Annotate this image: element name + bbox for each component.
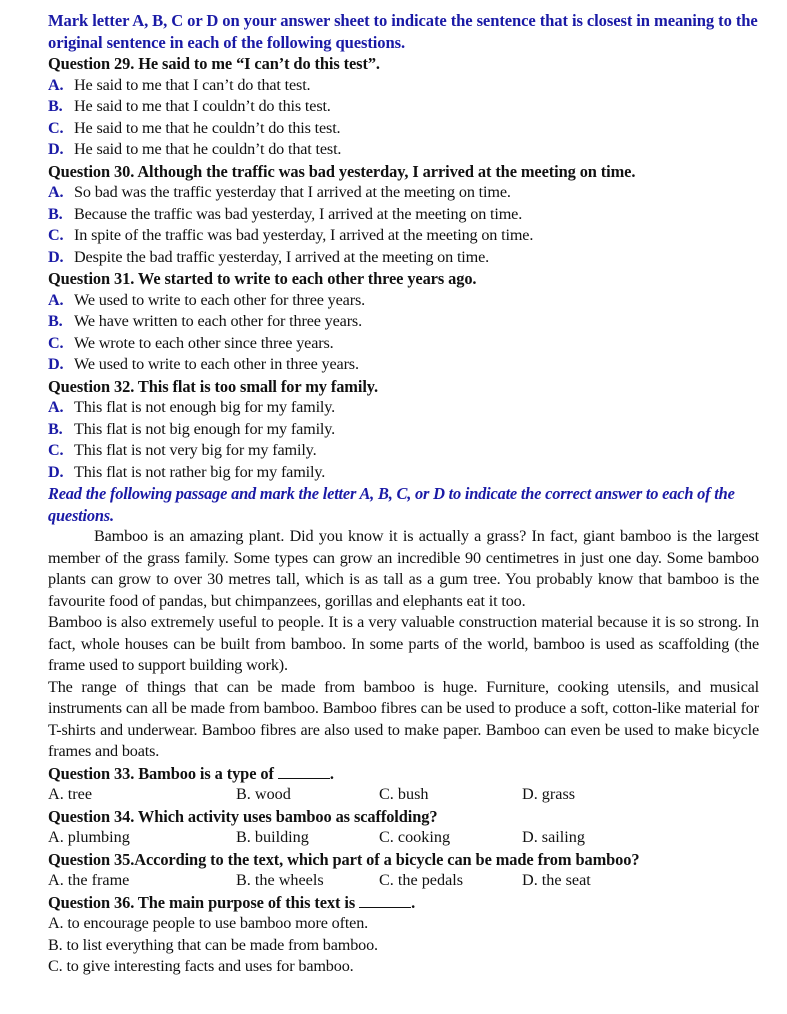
q29-option-b: [48, 96, 759, 118]
q31-option-d: [48, 354, 759, 376]
q32-option-a: [48, 397, 759, 419]
option-text: This flat is not very big for my family.: [74, 441, 317, 459]
option-letter: D.: [48, 140, 64, 158]
q34-options: [48, 827, 759, 849]
question-text: Question 36. The main purpose of this text is: [48, 892, 356, 912]
q34-option-d: D. sailing: [522, 828, 585, 846]
option-text: We used to write to each other in three years.: [74, 355, 359, 373]
q32-option-d: [48, 462, 759, 484]
q31-option-c: [48, 333, 759, 355]
q30-option-c: [48, 225, 759, 247]
q36-option-a: A. to encourage people to use bamboo more often.: [48, 914, 369, 932]
q29-option-d: [48, 139, 759, 161]
option-text: In spite of the traffic was bad yesterday, I arrived at the meeting on time.: [74, 226, 534, 244]
option-letter: D.: [48, 355, 64, 373]
passage-paragraph-1: Bamboo is an amazing plant. Did you know it is actually a grass? In fact, giant bamboo is the largest member of the grass family. Some types can grow an incredible 90 centimetres in just one day. Some bamboo plants can grow to over 30 metres tall, which is as tall as a gum tree. You probably know that bamboo is the favourite food of pandas, but chimpanzees, gorillas and elephants eat it too.: [48, 527, 759, 610]
option-letter: C.: [48, 226, 64, 244]
answer-blank: [359, 893, 411, 908]
option-letter: D.: [48, 462, 64, 481]
question-34-stem: Question 34. Which activity uses bamboo as scaffolding?: [48, 806, 438, 826]
section1-instruction: Mark letter A, B, C or D on your answer sheet to indicate the sentence that is closest in meaning to the original sentence in each of the following questions.: [48, 11, 758, 52]
question-suffix: .: [411, 892, 416, 912]
q34-option-c: C. cooking: [379, 828, 451, 846]
question-36-stem: [48, 892, 759, 914]
option-text: This flat is not big enough for my family.: [74, 419, 336, 438]
q35-option-a: A. the frame: [48, 871, 130, 889]
option-text: He said to me that he couldn’t do that test.: [74, 140, 342, 158]
option-text: We have written to each other for three years.: [74, 312, 362, 330]
answer-blank: [278, 764, 330, 779]
option-letter: A.: [48, 183, 64, 201]
option-text: We wrote to each other since three years.: [74, 333, 334, 352]
q35-option-d: D. the seat: [522, 871, 591, 889]
q36-option-b: B. to list everything that can be made from bamboo.: [48, 935, 378, 954]
q29-option-a: [48, 75, 759, 97]
q31-option-b: [48, 311, 759, 333]
q31-option-a: [48, 290, 759, 312]
q35-option-b: B. the wheels: [236, 871, 324, 889]
q34-option-a: A. plumbing: [48, 828, 130, 846]
option-text: This flat is not enough big for my family.: [74, 398, 336, 416]
q36-option-c: C. to give interesting facts and uses for bamboo.: [48, 957, 354, 975]
q35-option-c: C. the pedals: [379, 871, 464, 889]
option-text: Because the traffic was bad yesterday, I arrived at the meeting on time.: [74, 204, 523, 223]
option-text: He said to me that he couldn’t do this test.: [74, 118, 341, 137]
question-33-stem: [48, 763, 759, 785]
question-29-stem: Question 29. He said to me “I can’t do this test”.: [48, 54, 380, 73]
option-letter: C.: [48, 118, 64, 137]
option-letter: B.: [48, 312, 63, 330]
question-32-stem: Question 32. This flat is too small for my family.: [48, 376, 378, 396]
q33-option-b: B. wood: [236, 785, 291, 803]
option-letter: C.: [48, 333, 64, 352]
option-letter: A.: [48, 398, 64, 416]
option-letter: D.: [48, 247, 64, 266]
passage-paragraph-2: Bamboo is also extremely useful to people. It is a very valuable construction material because it is so strong. In fact, whole houses can be built from bamboo. In some parts of the world, bamboo is used as scaffolding (the frame used to support building work).: [48, 613, 759, 674]
option-text: We used to write to each other for three years.: [74, 290, 365, 309]
option-letter: B.: [48, 97, 63, 115]
q33-option-c: C. bush: [379, 785, 429, 803]
option-text: So bad was the traffic yesterday that I arrived at the meeting on time.: [74, 183, 511, 201]
question-suffix: .: [329, 763, 334, 783]
option-letter: A.: [48, 290, 64, 309]
q33-option-d: D. grass: [522, 785, 576, 803]
option-text: He said to me that I can’t do that test.: [74, 75, 311, 94]
option-letter: B.: [48, 419, 63, 438]
q30-option-b: [48, 204, 759, 226]
q35-options: [48, 870, 759, 892]
q30-option-a: [48, 182, 759, 204]
question-35-stem: Question 35.According to the text, which part of a bicycle can be made from bamboo?: [48, 849, 640, 869]
question-31-stem: Question 31. We started to write to each other three years ago.: [48, 269, 477, 288]
q32-option-b: [48, 419, 759, 441]
question-30-stem: Question 30. Although the traffic was bad yesterday, I arrived at the meeting on time.: [48, 161, 636, 181]
question-text: Question 33. Bamboo is a type of: [48, 763, 274, 783]
q32-option-c: [48, 440, 759, 462]
option-letter: C.: [48, 441, 64, 459]
option-text: Despite the bad traffic yesterday, I arrived at the meeting on time.: [74, 247, 490, 266]
passage-paragraph-3: The range of things that can be made from bamboo is huge. Furniture, cooking utensils, and musical instruments can all be made from bamboo. Bamboo fibres can be used to produce a soft, cotton-like material for T-shirts and underwear. Bamboo fibres are also used to make paper. Bamboo can even be used to make bicycle frames and boats.: [48, 677, 759, 760]
q30-option-d: [48, 247, 759, 269]
q33-option-a: A. tree: [48, 785, 93, 803]
section2-instruction: Read the following passage and mark the letter A, B, C, or D to indicate the correct answer to each of the questions.: [48, 484, 735, 525]
q29-option-c: [48, 118, 759, 140]
q34-option-b: B. building: [236, 828, 309, 846]
option-text: This flat is not rather big for my family.: [74, 462, 326, 481]
q33-options: [48, 784, 759, 806]
option-letter: A.: [48, 75, 64, 94]
option-letter: B.: [48, 204, 63, 223]
option-text: He said to me that I couldn’t do this test.: [74, 97, 331, 115]
